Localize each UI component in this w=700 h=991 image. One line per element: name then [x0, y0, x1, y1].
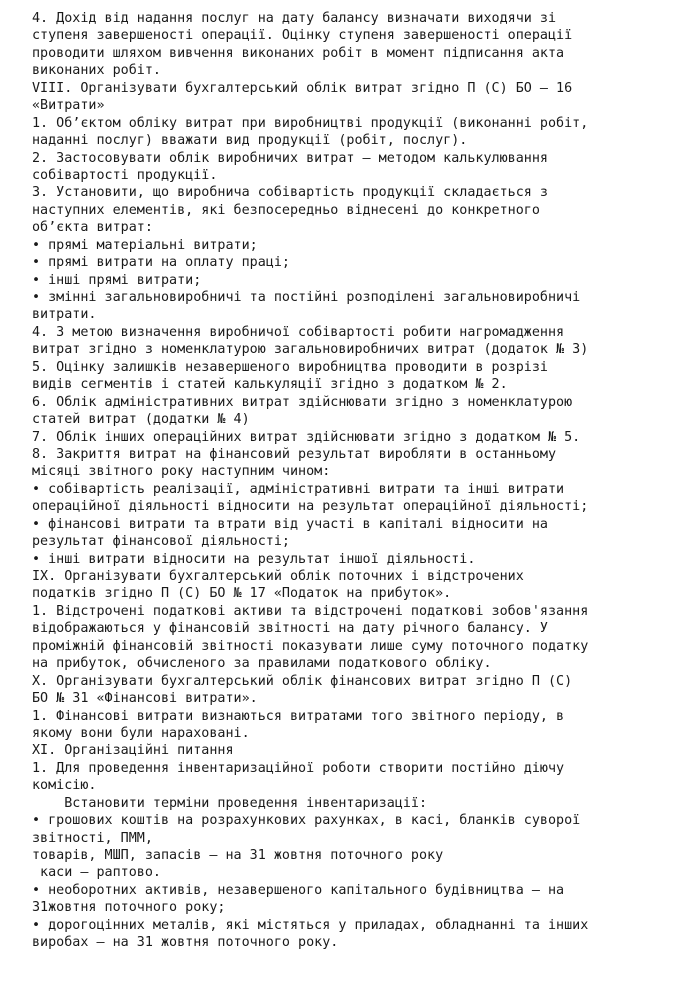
- text-line: наступних елементів, які безпосередньо віднесені до конкретного: [32, 202, 540, 218]
- text-line: • прямі матеріальні витрати;: [32, 237, 258, 253]
- text-line: • грошових коштів на розрахункових рахунках, в касі, бланків суворої: [32, 813, 581, 829]
- text-line: собівартості продукції.: [32, 167, 218, 183]
- text-line: «Витрати»: [32, 98, 105, 114]
- text-line: статей витрат (додатки № 4): [32, 412, 250, 428]
- text-line: операційної діяльності відносити на результат операційної діяльності;: [32, 499, 589, 515]
- text-line: якому вони були нараховані.: [32, 725, 250, 741]
- text-line: Встановити терміни проведення інвентаризації:: [32, 795, 428, 811]
- text-line: X. Організувати бухгалтерський облік фінансових витрат згідно П (С): [32, 673, 573, 689]
- text-line: 1. Для проведення інвентаризаційної роботи створити постійно діючу: [32, 760, 565, 776]
- text-line: • прямі витрати на оплату праці;: [32, 255, 290, 271]
- text-line: XI. Організаційні питання: [32, 743, 234, 759]
- text-line: • необоротних активів, незавершеного капітального будівництва – на: [32, 882, 565, 898]
- text-line: каси – раптово.: [32, 865, 161, 881]
- text-line: податків згідно П (С) БО № 17 «Податок на прибуток».: [32, 586, 452, 602]
- text-line: 5. Оцінку залишків незавершеного виробництва проводити в розрізі: [32, 359, 548, 375]
- text-line: 3. Установити, що виробнича собівартість продукції складається з: [32, 185, 548, 201]
- text-line: результат фінансової діяльності;: [32, 534, 290, 550]
- text-line: виконаних робіт.: [32, 63, 161, 79]
- text-line: виробах – на 31 жовтня поточного року.: [32, 935, 339, 951]
- text-line: проміжній фінансовій звітності показувати лише суму поточного податку: [32, 638, 589, 654]
- text-line: 4. З метою визначення виробничої собівартості робити нагромадження: [32, 324, 565, 340]
- text-line: витрат згідно з номенклатурою загальновиробничих витрат (додаток № 3): [32, 342, 589, 358]
- text-line: 1. Об’єктом обліку витрат при виробництві продукції (виконанні робіт,: [32, 115, 589, 131]
- text-line: об’єкта витрат:: [32, 220, 153, 236]
- text-line: наданні послуг) вважати вид продукції (робіт, послуг).: [32, 133, 468, 149]
- text-line: • інші прямі витрати;: [32, 272, 202, 288]
- text-line: • фінансові витрати та втрати від участі в капіталі відносити на: [32, 516, 548, 532]
- text-line: • дорогоцінних металів, які містяться у приладах, обладнанні та інших: [32, 917, 589, 933]
- text-line: 7. Облік інших операційних витрат здійснювати згідно з додатком № 5.: [32, 429, 581, 445]
- text-line: видів сегментів і статей калькуляції згідно з додатком № 2.: [32, 377, 508, 393]
- text-line: комісію.: [32, 778, 97, 794]
- text-line: 1. Фінансові витрати визнаються витратами того звітного періоду, в: [32, 708, 565, 724]
- text-line: проводити шляхом вивчення виконаних робіт в момент підписання акта: [32, 45, 565, 61]
- text-line: 2. Застосовувати облік виробничих витрат – методом калькулювання: [32, 150, 548, 166]
- text-line: відображаються у фінансовій звітності на дату річного балансу. У: [32, 621, 548, 637]
- text-line: товарів, МШП, запасів – на 31 жовтня поточного року: [32, 848, 444, 863]
- text-line: БО № 31 «Фінансові витрати».: [32, 691, 258, 707]
- text-line: 6. Облік адміністративних витрат здійснювати згідно з номенклатурою: [32, 394, 573, 410]
- text-line: 4. Дохід від надання послуг на дату балансу визначати виходячи зі: [32, 11, 557, 26]
- text-line: VIII. Організувати бухгалтерський облік витрат згідно П (С) БО – 16: [32, 80, 573, 96]
- text-line: • собівартість реалізації, адміністративні витрати та інші витрати: [32, 481, 565, 497]
- text-line: • інші витрати відносити на результат іншої діяльності.: [32, 551, 476, 567]
- text-line: ступеня завершеності операції. Оцінку ступеня завершеності операції: [32, 28, 573, 44]
- text-line: IX. Організувати бухгалтерський облік поточних і відстрочених: [32, 569, 524, 584]
- text-line: 31жовтня поточного року;: [32, 900, 226, 916]
- text-line: місяці звітного року наступним чином:: [32, 464, 331, 480]
- text-line: 8. Закриття витрат на фінансовий результат виробляти в останньому: [32, 446, 557, 462]
- document-body: [32, 10, 692, 952]
- text-line: на прибуток, обчисленого за правилами податкового обліку.: [32, 656, 492, 672]
- text-line: 1. Відстрочені податкові активи та відстрочені податкові зобов'язання: [32, 603, 589, 619]
- text-line: витрати.: [32, 307, 97, 323]
- text-line: • змінні загальновиробничі та постійні розподілені загальновиробничі: [32, 290, 581, 305]
- text-line: звітності, ПММ,: [32, 830, 153, 846]
